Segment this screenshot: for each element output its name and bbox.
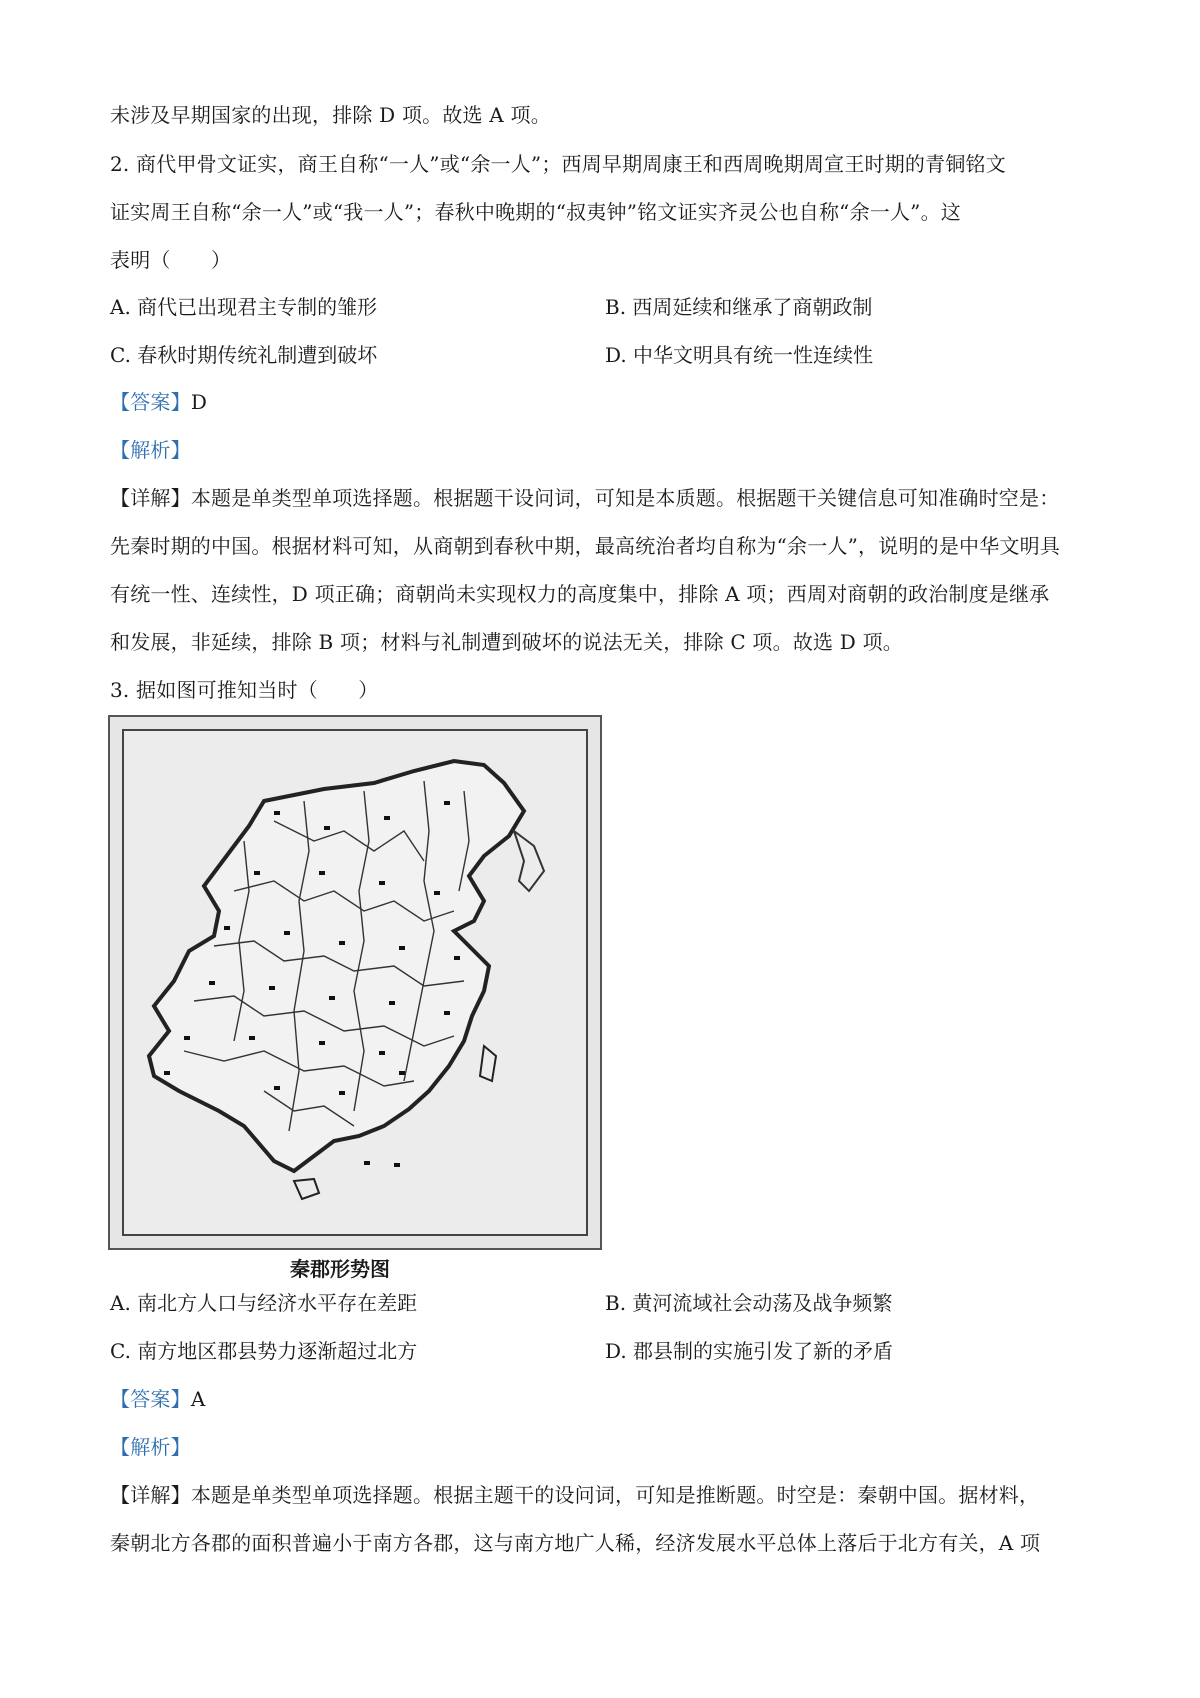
map-caption: 秦郡形势图 bbox=[290, 1257, 390, 1281]
q3-detail-line-1 bbox=[110, 1480, 1039, 1510]
q2-option-b[interactable]: B. 西周延续和继承了商朝政制 bbox=[605, 295, 873, 319]
q2-detail-line-3: 有统一性、连续性，D 项正确；商朝尚未实现权力的高度集中，排除 A 项；西周对商朝的政治制度是继承 bbox=[110, 582, 1050, 606]
q2-option-c[interactable]: C. 春秋时期传统礼制遭到破坏 bbox=[110, 343, 378, 367]
q3-answer-label: 【答案】 bbox=[110, 1387, 191, 1411]
q3-option-b[interactable]: B. 黄河流域社会动荡及战争频繁 bbox=[605, 1291, 893, 1315]
q2-answer-value: D bbox=[190, 390, 208, 414]
q2-detail-text-1: 本题是单类型单项选择题。根据题干设问词，可知是本质题。根据题干关键信息可知准确时空是： bbox=[190, 486, 1060, 510]
q3-option-c[interactable]: C. 南方地区郡县势力逐渐超过北方 bbox=[110, 1339, 418, 1363]
q3-detail-label: 【详解】 bbox=[110, 1483, 191, 1507]
q2-stem-line-2: 证实周王自称“余一人”或“我一人”；春秋中晚期的“叔夷钟”铭文证实齐灵公也自称“余一人”。这 bbox=[110, 200, 961, 224]
peninsula-outline bbox=[514, 831, 544, 891]
q3-stem: 3. 据如图可推知当时（ ） bbox=[110, 678, 379, 702]
map-drawing bbox=[124, 731, 590, 1238]
q3-analysis-label: 【解析】 bbox=[110, 1435, 191, 1459]
q3-detail-text-1: 本题是单类型单项选择题。根据主题干的设问词，可知是推断题。时空是：秦朝中国。据材料， bbox=[190, 1483, 1040, 1507]
q2-detail-line-1 bbox=[110, 483, 1059, 513]
q3-option-d[interactable]: D. 郡县制的实施引发了新的矛盾 bbox=[605, 1339, 894, 1363]
q3-answer bbox=[110, 1384, 205, 1414]
q2-detail-label: 【详解】 bbox=[110, 486, 191, 510]
island-hainan bbox=[294, 1179, 319, 1199]
q2-answer bbox=[110, 387, 207, 417]
q2-detail-line-4: 和发展，非延续，排除 B 项；材料与礼制遭到破坏的说法无关，排除 C 项。故选 D 项。 bbox=[110, 630, 903, 654]
q3-detail-line-2: 秦朝北方各郡的面积普遍小于南方各郡，这与南方地广人稀，经济发展水平总体上落后于北方有关，A 项 bbox=[110, 1531, 1041, 1555]
qin-commandery-map bbox=[108, 715, 602, 1250]
q2-answer-label: 【答案】 bbox=[110, 390, 191, 414]
intro-line: 未涉及早期国家的出现，排除 D 项。故选 A 项。 bbox=[110, 103, 551, 127]
q2-stem-line-1: 2. 商代甲骨文证实，商王自称“一人”或“余一人”；西周早期周康王和西周晚期周宣王时期的青铜铭文 bbox=[110, 152, 1006, 176]
q2-detail-line-2: 先秦时期的中国。根据材料可知，从商朝到春秋中期，最高统治者均自称为“余一人”，说明的是中华文明具 bbox=[110, 534, 1061, 558]
q3-option-a[interactable]: A. 南北方人口与经济水平存在差距 bbox=[110, 1291, 418, 1315]
q2-option-a[interactable]: A. 商代已出现君主专制的雏形 bbox=[110, 295, 378, 319]
island-taiwan bbox=[480, 1046, 496, 1081]
q2-stem-line-3: 表明（ ） bbox=[110, 248, 232, 272]
q2-option-d[interactable]: D. 中华文明具有统一性连续性 bbox=[605, 343, 874, 367]
map-border bbox=[122, 729, 588, 1236]
q2-analysis-label: 【解析】 bbox=[110, 438, 191, 462]
q3-answer-value: A bbox=[190, 1387, 206, 1411]
